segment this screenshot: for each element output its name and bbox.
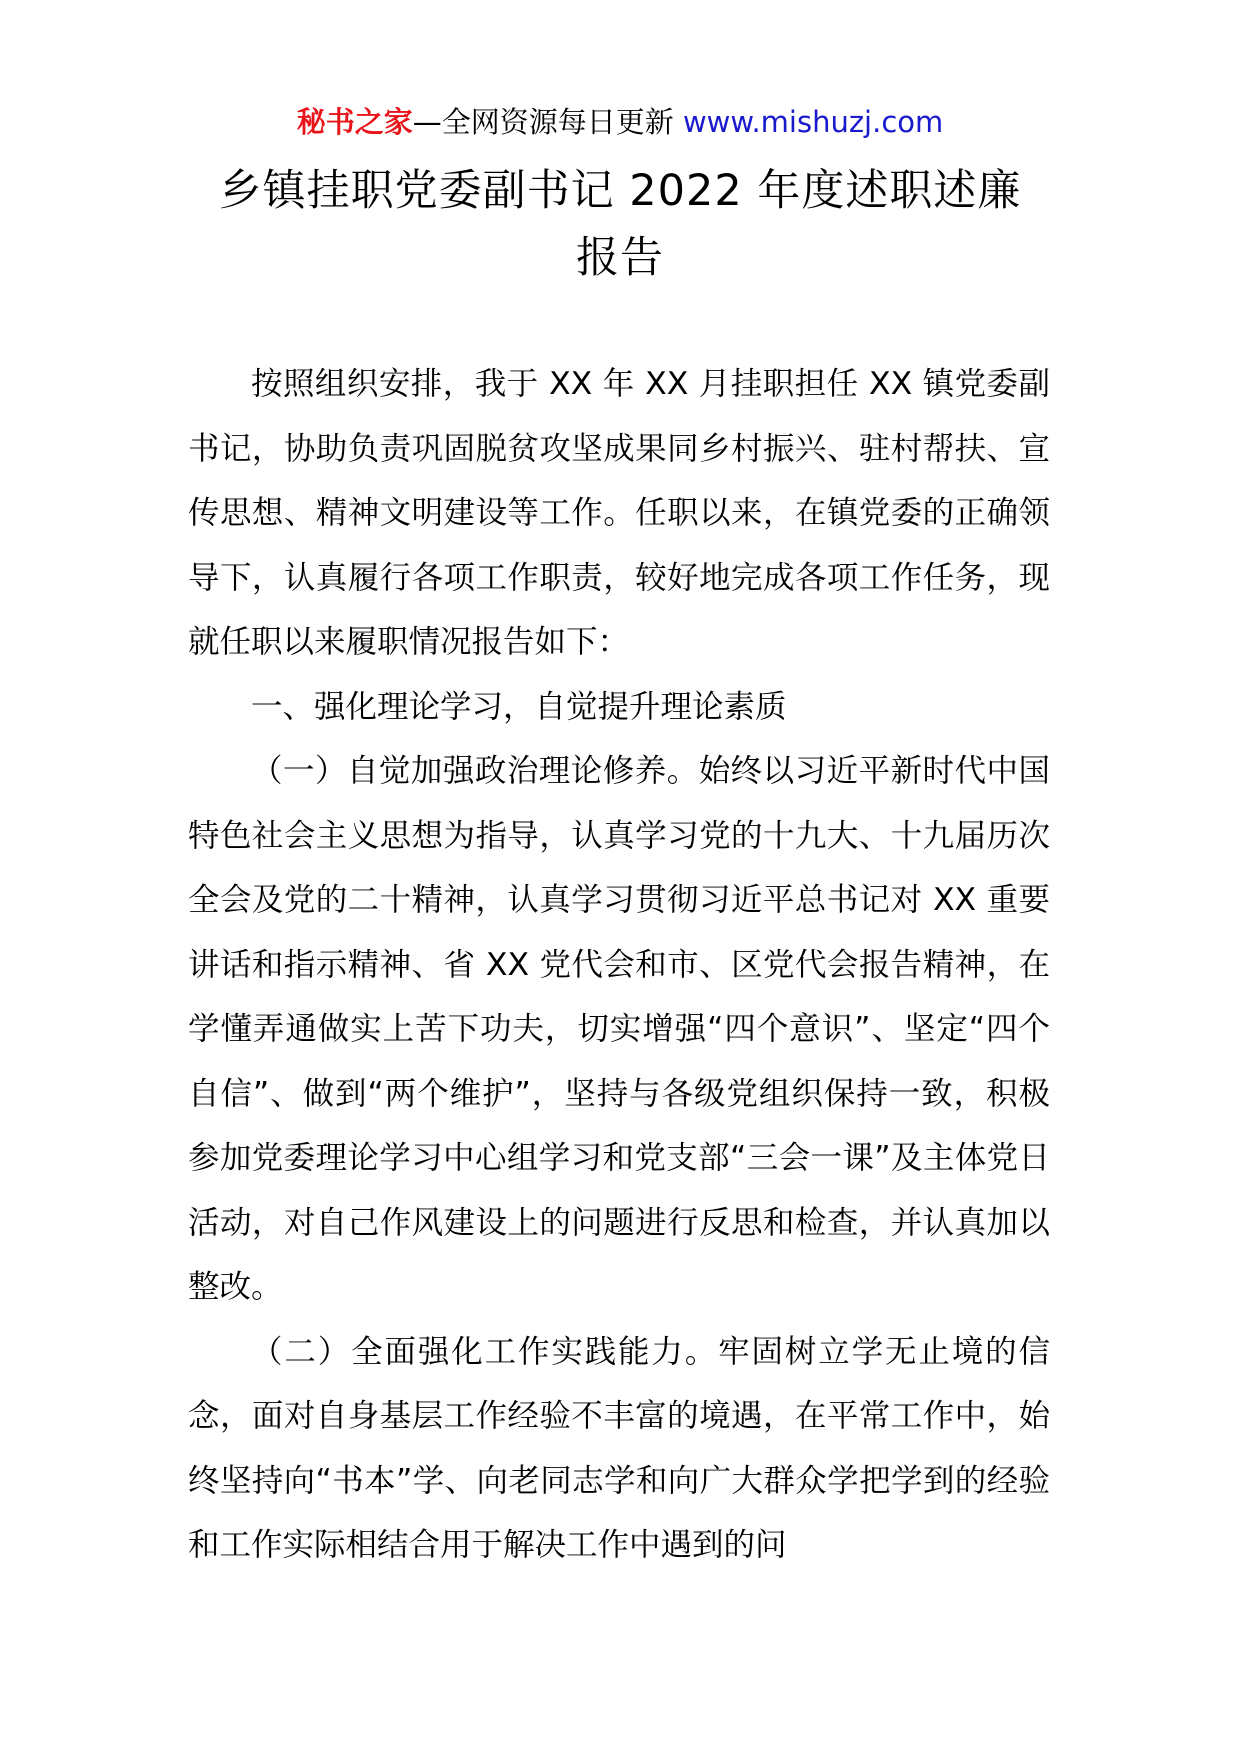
tagline: —全网资源每日更新 (412, 105, 674, 139)
title-line-1: 乡镇挂职党委副书记 2022 年度述职述廉 (218, 166, 1022, 216)
title-line-2: 报告 (576, 233, 664, 283)
document-title (160, 158, 1080, 292)
paragraph-subsection-2: （二）全面强化工作实践能力。牢固树立学无止境的信念，面对自身基层工作经验不丰富的境遇，在平常工作中，始终坚持向“书本”学、向老同志学和向广大群众学把学到的经验和工作实际相结合用于解决工作中遇到的问 (188, 1333, 1050, 1563)
site-header (0, 100, 1240, 144)
section-heading-1: 一、强化理论学习，自觉提升理论素质 (251, 688, 787, 725)
document-body (188, 352, 1050, 1578)
site-url-link[interactable]: www.mishuzj.com (682, 105, 944, 139)
paragraph-intro: 按照组织安排，我于 XX 年 XX 月挂职担任 XX 镇党委副书记，协助负责巩固脱贫攻坚成果同乡村振兴、驻村帮扶、宣传思想、精神文明建设等工作。任职以来，在镇党委的正确领导下，认真履行各项工作职责，较好地完成各项工作任务，现就任职以来履职情况报告如下： (188, 366, 1050, 660)
paragraph-subsection-1: （一）自觉加强政治理论修养。始终以习近平新时代中国特色社会主义思想为指导，认真学习党的十九大、十九届历次全会及党的二十精神，认真学习贯彻习近平总书记对 XX 重要讲话和指示精神、省 XX 党代会和市、区党代会报告精神，在学懂弄通做实上苦下功夫，切实增强“四个意识”、坚定“四个自信”、做到“两个维护”，坚持与各级党组织保持一致，积极参加党委理论学习中心组学习和党支部“三会一课”及主体党日活动，对自己作风建设上的问题进行反思和检查，并认真加以整改。 (188, 753, 1050, 1305)
brand-name: 秘书之家 (296, 105, 413, 139)
